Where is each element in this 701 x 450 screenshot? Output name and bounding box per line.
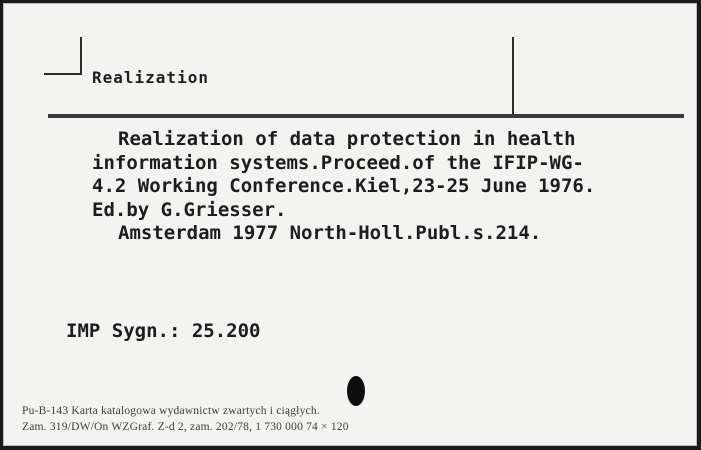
entry-line: Realization of data protection in health xyxy=(118,128,576,150)
entry-line: information systems.Proceed.of the IFIP-WG- xyxy=(92,151,584,174)
bibliographic-entry xyxy=(92,128,692,246)
card-footer xyxy=(22,403,349,435)
vertical-ruling-line xyxy=(512,37,514,117)
horizontal-ruling-line xyxy=(48,114,684,118)
corner-tick-horizontal xyxy=(44,73,82,75)
catalog-card xyxy=(3,3,697,446)
shelfmark: IMP Sygn.: 25.200 xyxy=(66,320,261,342)
entry-line: 4.2 Working Conference.Kiel,23-25 June 1976. xyxy=(92,175,596,197)
corner-tick-vertical xyxy=(80,37,82,73)
entry-line: Ed.by G.Griesser. xyxy=(92,198,287,221)
entry-line: Amsterdam 1977 North-Holl.Publ.s.214. xyxy=(118,222,542,244)
card-heading: Realization xyxy=(92,68,209,87)
footer-line: Zam. 319/DW/On WZGraf. Z-d 2, zam. 202/78, 1 730 000 74 × 120 xyxy=(22,421,349,433)
footer-line: Pu-B-143 Karta katalogowa wydawnictw zwartych i ciągłych. xyxy=(22,405,320,417)
punch-hole xyxy=(347,376,365,406)
